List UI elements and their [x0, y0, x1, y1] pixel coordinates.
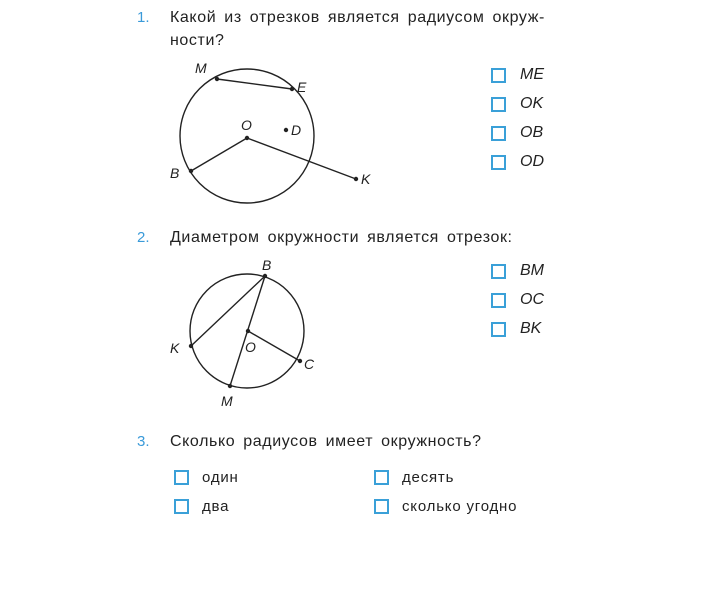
- checkbox[interactable]: [374, 499, 389, 514]
- q2-option-3[interactable]: [491, 319, 541, 339]
- checkbox[interactable]: [491, 264, 506, 279]
- q1-label-o: O: [241, 117, 252, 133]
- q2-label-b: B: [262, 257, 272, 273]
- q3-option-3[interactable]: [374, 467, 454, 487]
- q2-text: Диаметром окружности является отрезок:: [170, 229, 513, 246]
- checkbox[interactable]: [174, 499, 189, 514]
- q3-text: Сколько радиусов имеет окружность?: [170, 433, 482, 450]
- q1-text-line2: ности?: [170, 32, 225, 49]
- checkbox[interactable]: [374, 470, 389, 485]
- q2-option-2-label: OC: [520, 291, 544, 308]
- q2-option-1-label: BM: [520, 262, 544, 279]
- checkbox[interactable]: [491, 322, 506, 337]
- q1-label-b: B: [170, 165, 180, 181]
- q3-option-2-label: два: [202, 497, 230, 515]
- q2-point-o: [246, 329, 250, 333]
- q1-text-line1: Какой из отрезков является радиусом окруж-: [170, 9, 545, 26]
- q2-label-c: C: [304, 356, 315, 372]
- checkbox[interactable]: [491, 293, 506, 308]
- q2-point-m: [228, 384, 232, 388]
- checkbox[interactable]: [174, 470, 189, 485]
- q2-option-3-label: BK: [520, 320, 542, 337]
- q3-option-2[interactable]: [174, 496, 229, 516]
- q3-option-1[interactable]: [174, 467, 239, 487]
- q2-number: 2.: [137, 229, 150, 246]
- q3-option-1-label: один: [202, 468, 239, 486]
- q1-option-1-label: ME: [520, 66, 544, 83]
- q2-point-k: [189, 344, 193, 348]
- q3-option-3-label: десять: [402, 468, 455, 486]
- q2-label-o: O: [245, 339, 256, 355]
- q2-point-b: [263, 274, 267, 278]
- q1-option-4-label: OD: [520, 153, 544, 170]
- q2-option-1[interactable]: [491, 261, 544, 281]
- q2-label-k: K: [170, 340, 180, 356]
- q1-option-2-label: OK: [520, 95, 544, 112]
- q2-label-m: M: [221, 393, 233, 409]
- q1-number: 1.: [137, 9, 150, 26]
- q1-label-k: K: [361, 171, 371, 187]
- q1-label-m: M: [195, 60, 207, 76]
- q1-label-d: D: [291, 122, 302, 138]
- q3-option-4[interactable]: [374, 496, 517, 516]
- q3-number: 3.: [137, 433, 150, 450]
- q2-option-2[interactable]: [491, 290, 544, 310]
- q1-label-e: E: [297, 79, 307, 95]
- q3-option-4-label: сколько угодно: [402, 497, 518, 515]
- q1-option-3-label: OB: [520, 124, 544, 141]
- q2-point-c: [298, 359, 302, 363]
